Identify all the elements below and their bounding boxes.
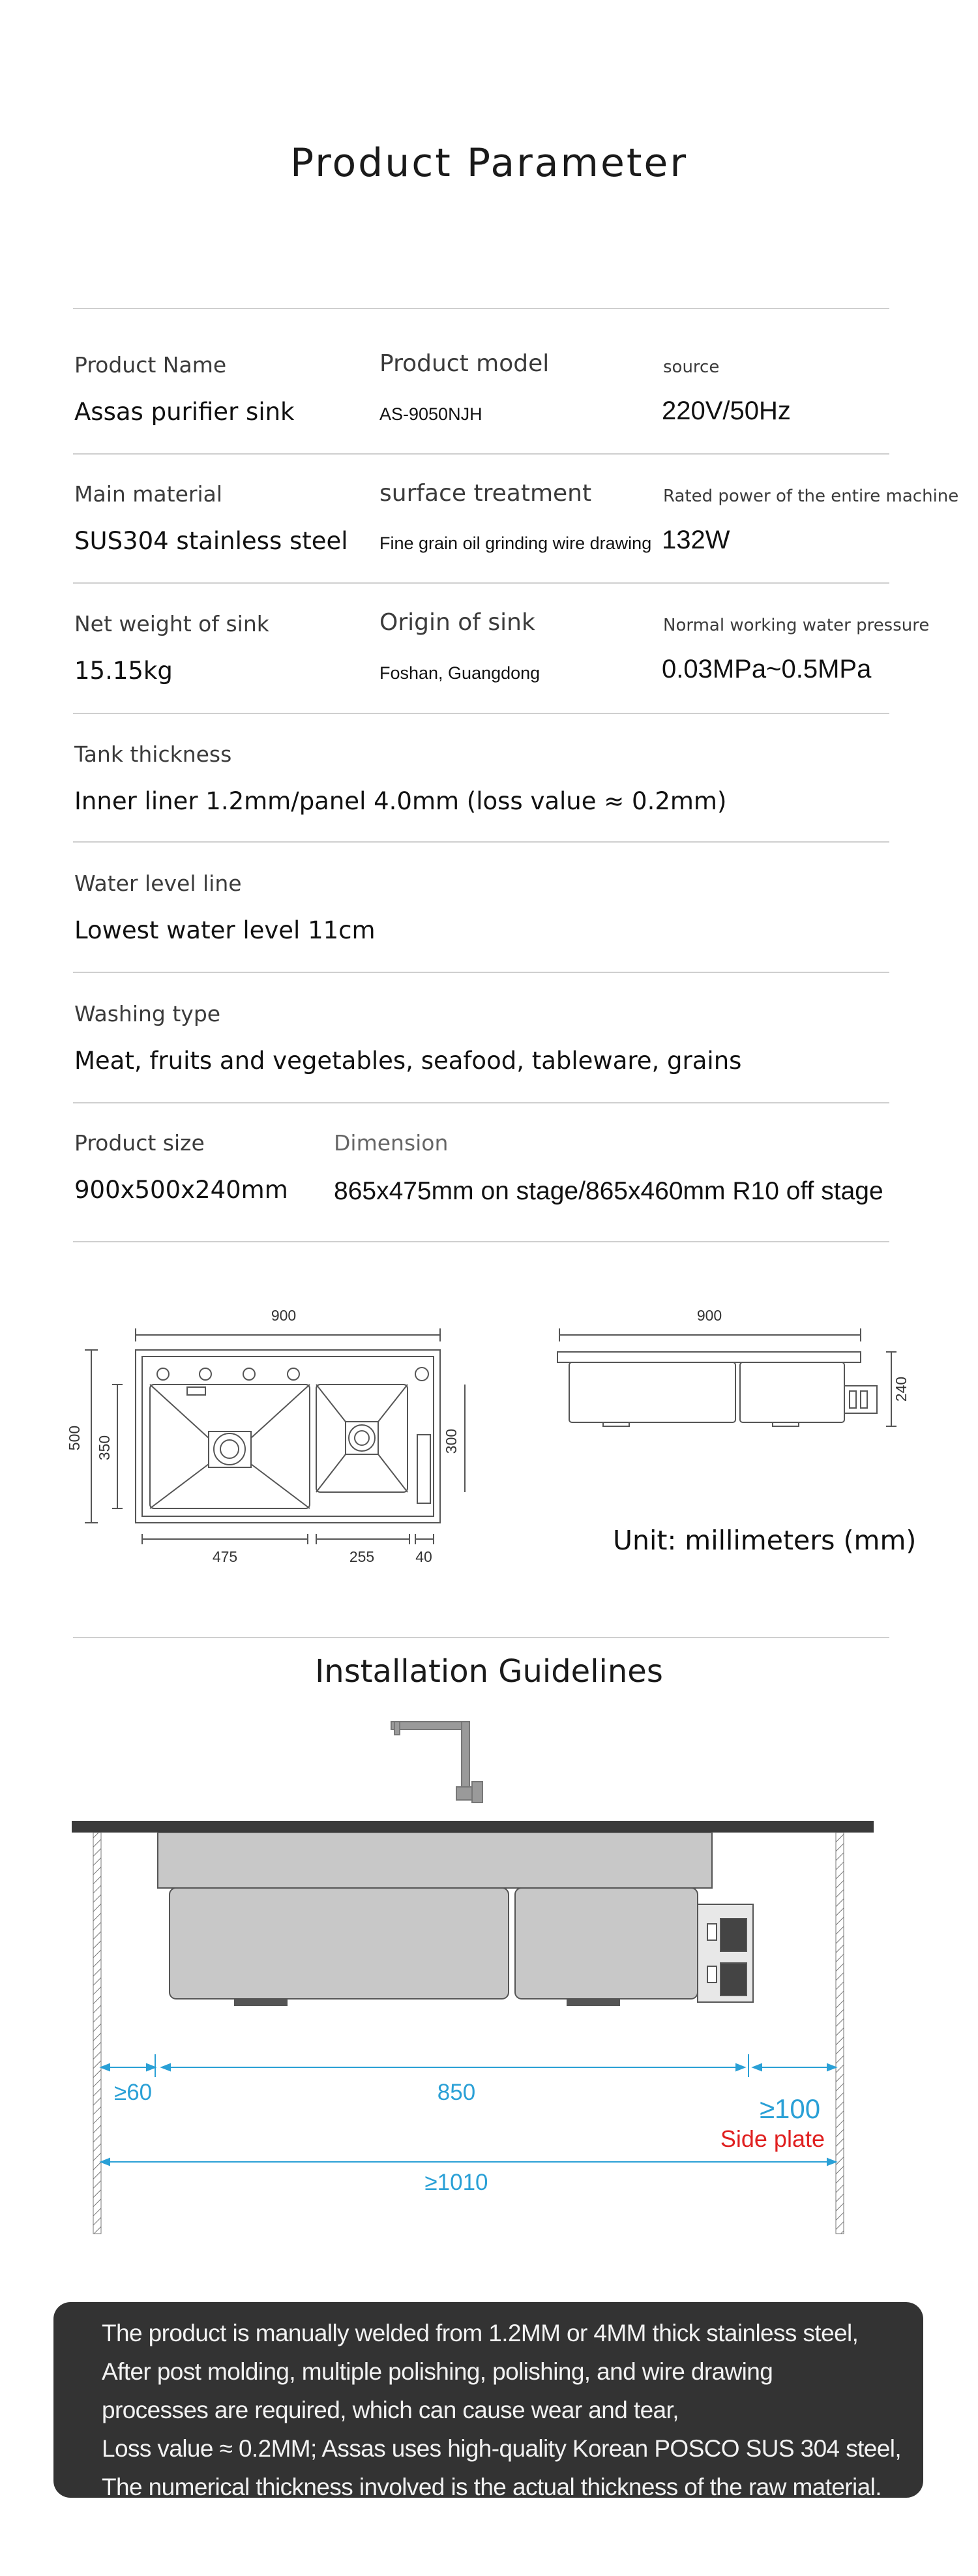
left-wall	[93, 1833, 101, 2234]
dim-900-label: 900	[271, 1307, 297, 1324]
note-box	[53, 2302, 923, 2498]
left-gap-label: ≥60	[114, 2080, 153, 2105]
washing-type-label: Washing type	[74, 1001, 221, 1026]
source-value: 220V/50Hz	[662, 397, 791, 425]
right-wall	[836, 1833, 844, 2234]
side-dim-900-label: 900	[696, 1307, 722, 1324]
note-line: After post molding, multiple polishing, polishing, and wire drawing	[102, 2358, 773, 2385]
divider	[73, 1637, 889, 1638]
surface-treatment-value: Fine grain oil grinding wire drawing	[379, 533, 652, 553]
side-plate-label: Side plate	[720, 2125, 825, 2152]
right-gap-label: ≥100	[760, 2093, 821, 2124]
dim-475-label: 475	[212, 1548, 238, 1565]
page-title: Product Parameter	[289, 140, 689, 186]
tank-thickness-label: Tank thickness	[74, 741, 232, 767]
dim-255-label: 255	[349, 1548, 375, 1565]
sink-top-view-drawing	[65, 1301, 460, 1575]
side-dim-240-label: 240	[893, 1376, 910, 1402]
center-width-label: 850	[437, 2080, 476, 2105]
dimension-value: 865x475mm on stage/865x460mm R10 off stage	[334, 1177, 883, 1205]
tank-thickness-value: Inner liner 1.2mm/panel 4.0mm (loss value ≈ 0.2mm)	[74, 787, 727, 815]
rated-power-label: Rated power of the entire machine	[663, 487, 959, 506]
main-material-value: SUS304 stainless steel	[74, 527, 348, 555]
product-model-value: AS-9050NJH	[379, 404, 482, 424]
dim-300-label: 300	[443, 1428, 460, 1454]
net-weight-label: Net weight of sink	[74, 611, 269, 637]
water-level-label: Water level line	[74, 871, 242, 896]
product-name-value: Assas purifier sink	[74, 398, 295, 426]
water-pressure-label: Normal working water pressure	[663, 616, 930, 635]
origin-label: Origin of sink	[379, 609, 535, 636]
sink-side-view-drawing	[548, 1301, 913, 1451]
divider	[73, 841, 889, 843]
washing-type-value: Meat, fruits and vegetables, seafood, tableware, grains	[74, 1047, 742, 1075]
unit-text: Unit: millimeters (mm)	[613, 1525, 917, 1556]
note-line: The numerical thickness involved is the actual thickness of the raw material.	[102, 2474, 882, 2500]
source-label: source	[663, 357, 720, 377]
product-name-label: Product Name	[74, 352, 227, 378]
rated-power-value: 132W	[662, 526, 730, 554]
divider	[73, 1241, 889, 1242]
sink-body	[158, 1833, 753, 2005]
dim-350-label: 350	[96, 1435, 113, 1461]
divider	[73, 1102, 889, 1103]
countertop	[72, 1821, 874, 1833]
installation-diagram	[65, 1709, 913, 2256]
dim-500-label: 500	[66, 1425, 83, 1451]
surface-treatment-label: surface treatment	[379, 480, 592, 507]
water-pressure-value: 0.03MPa~0.5MPa	[662, 655, 872, 683]
main-material-label: Main material	[74, 481, 223, 507]
note-line: processes are required, which can cause wear and tear,	[102, 2397, 679, 2423]
total-width-label: ≥1010	[424, 2170, 488, 2195]
install-title: Installation Guidelines	[315, 1653, 663, 1690]
product-size-label: Product size	[74, 1130, 205, 1156]
note-line: The product is manually welded from 1.2MM or 4MM thick stainless steel,	[102, 2320, 859, 2346]
divider	[73, 308, 889, 309]
divider	[73, 972, 889, 973]
net-weight-value: 15.15kg	[74, 657, 173, 685]
product-model-label: Product model	[379, 350, 550, 377]
divider	[73, 713, 889, 714]
faucet-icon	[391, 1722, 482, 1803]
divider	[73, 453, 889, 455]
product-size-value: 900x500x240mm	[74, 1176, 288, 1204]
water-level-value: Lowest water level 11cm	[74, 916, 376, 944]
divider	[73, 582, 889, 584]
dim-40-label: 40	[415, 1548, 432, 1565]
origin-value: Foshan, Guangdong	[379, 663, 541, 683]
dimension-label: Dimension	[334, 1130, 449, 1156]
note-line: Loss value ≈ 0.2MM; Assas uses high-quality Korean POSCO SUS 304 steel,	[102, 2435, 902, 2462]
